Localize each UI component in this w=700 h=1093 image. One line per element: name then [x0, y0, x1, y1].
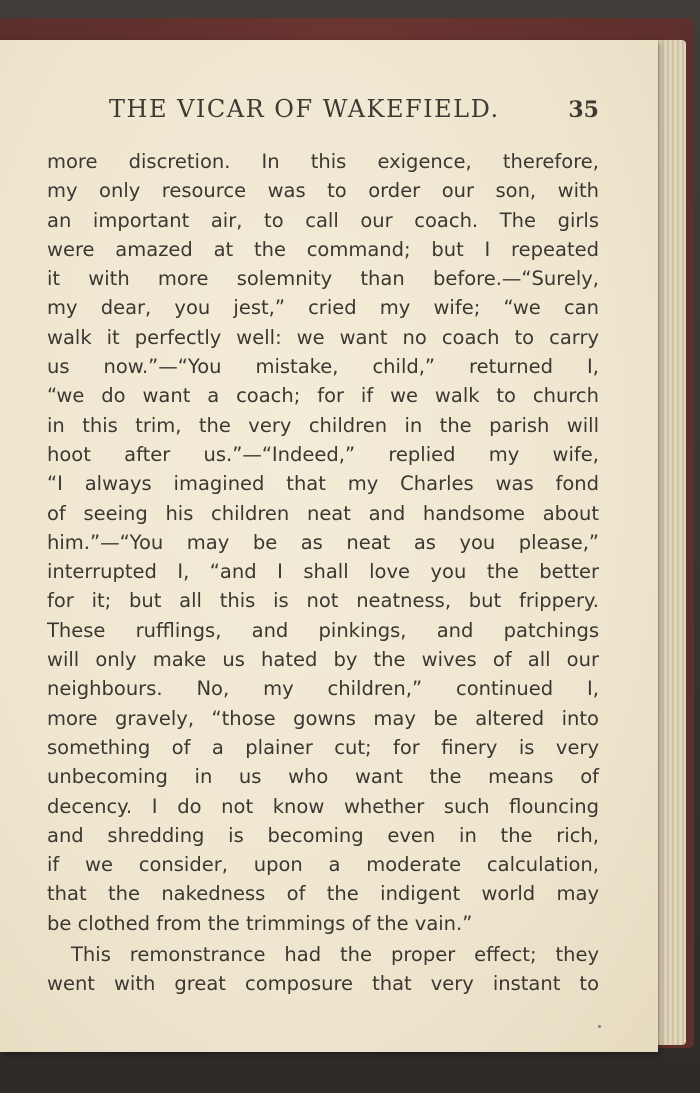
text-line: him.”—“You may be as neat as you please,”	[47, 530, 599, 554]
text-line: “I always imagined that my Charles was fond	[47, 472, 599, 496]
text-line: if we consider, upon a moderate calculation,	[47, 853, 599, 877]
text-line: unbecoming in us who want the means of	[47, 765, 599, 789]
text-line: us now.”—“You mistake, child,” returned I,	[47, 355, 599, 379]
text-line: something of a plainer cut; for finery is very	[47, 735, 599, 759]
text-line: and shredding is becoming even in the rich,	[47, 823, 599, 847]
text-line: more discretion. In this exigence, therefore,	[47, 150, 599, 173]
text-line: in this trim, the very children in the parish will	[47, 413, 599, 437]
text-line: an important air, to call our coach. The girls	[47, 208, 599, 232]
text-line: for it; but all this is not neatness, but frippery.	[47, 589, 599, 613]
text-line: These rufflings, and pinkings, and patchings	[47, 618, 599, 642]
text-line: my only resource was to order our son, with	[47, 179, 599, 203]
page-speck	[598, 1025, 601, 1028]
text-line: decency. I do not know whether such flouncing	[47, 794, 599, 818]
text-line: were amazed at the command; but I repeated	[47, 237, 599, 261]
text-line: it with more solemnity than before.—“Surely,	[47, 267, 599, 291]
text-line: “we do want a coach; for if we walk to church	[47, 384, 599, 408]
text-line: that the nakedness of the indigent world may	[47, 882, 599, 906]
body-text	[47, 147, 599, 999]
text-line: neighbours. No, my children,” continued I,	[47, 677, 599, 701]
text-line: my dear, you jest,” cried my wife; “we can	[47, 296, 599, 320]
text-line: interrupted I, “and I shall love you the better	[47, 560, 599, 584]
page-number: 35	[568, 97, 599, 123]
text-line: of seeing his children neat and handsome about	[47, 501, 599, 525]
book-page	[0, 40, 658, 1052]
text-line: went with great composure that very instant to	[47, 972, 599, 996]
page-content	[47, 40, 599, 999]
text-line: will only make us hated by the wives of all our	[47, 648, 599, 672]
text-line: more gravely, “those gowns may be altered into	[47, 706, 599, 730]
running-head	[47, 95, 599, 135]
text-line: be clothed from the trimmings of the vain.”	[47, 911, 473, 935]
text-line: walk it perfectly well: we want no coach to carry	[47, 325, 599, 349]
text-line: This remonstrance had the proper effect; they	[71, 943, 599, 967]
text-line: hoot after us.”—“Indeed,” replied my wife,	[47, 442, 599, 466]
running-title: THE VICAR OF WAKEFIELD.	[109, 95, 500, 123]
